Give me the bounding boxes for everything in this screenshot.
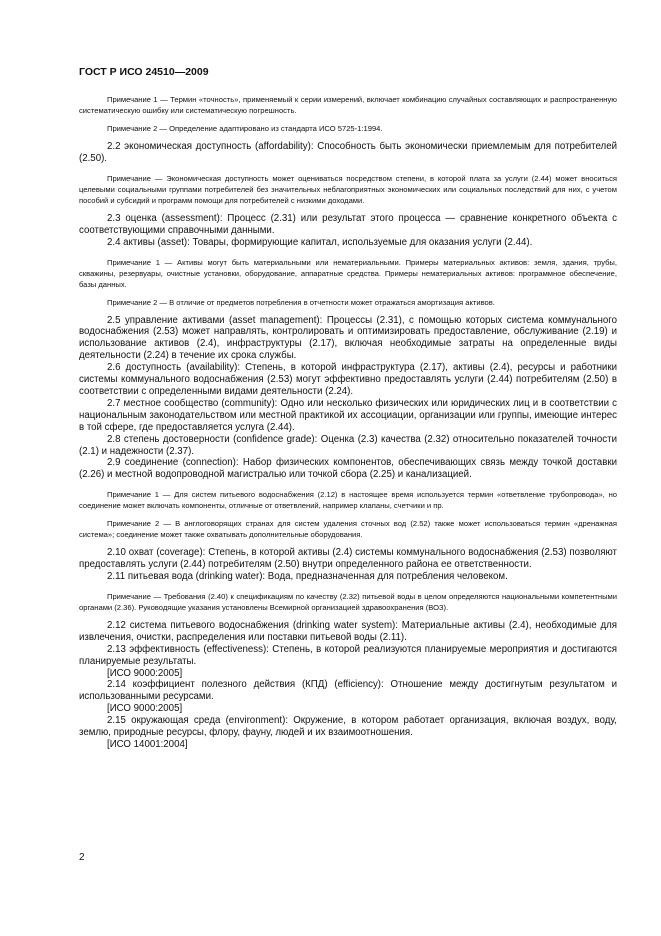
note: Примечание — Требования (2.40) к спецификациям по качеству (2.32) питьевой воды в целом определяются национальными компетентными органами (2.36). Руководящие указания установлены Всемирной организацией здравоохранения (ВОЗ).	[79, 591, 617, 612]
term-definition: 2.2 экономическая доступность (affordability): Способность быть экономически приемлемым для потребителей (2.50).	[79, 141, 617, 164]
note: Примечание 1 — Термин «точность», применяемый к серии измерений, включает комбинацию случайных составляющих и распространенную систематическую ошибку или систематическую погрешность.	[79, 95, 617, 115]
note: Примечание 1 — Активы могут быть материальными или нематериальными. Примеры материальных активов: земля, здания, трубы, скважины, резервуары, очистные установки, оборудование, аппаратные средства. Примеры нематериальных активов: программное обеспечение, базы данных.	[79, 257, 617, 289]
term-definition: 2.5 управление активами (asset management): Процессы (2.31), с помощью которых система коммунального водоснабжения (2.53) может направлять, контролировать и оптимизировать предоставление, обслуживание (2.19) и использование активов (2.4), инфраструктуры (2.17), включая необходимые затраты на определенные виды деятельности (2.24) в течение их срока службы.	[79, 314, 617, 362]
term-definition: 2.8 степень достоверности (confidence grade): Оценка (2.3) качества (2.32) относительно показателей точности (2.1) и надежности (2.37).	[79, 433, 617, 457]
term-definition: 2.3 оценка (assessment): Процесс (2.31) или результат этого процесса — сравнение конкретного объекта с соответствующими справочными данными.	[79, 212, 617, 236]
term-definition: 2.9 соединение (connection): Набор физических компонентов, обеспечивающих связь между точкой доставки (2.26) и местной водопроводной магистралью или точкой сбора (2.25) и канализацией.	[79, 457, 617, 481]
note: Примечание 2 — Определение адаптировано из стандарта ИСО 5725-1:1994.	[107, 124, 383, 133]
term-definition: 2.13 эффективность (effectiveness): Степень, в которой реализуются планируемые мероприятия и достигаются планируемые результаты.	[79, 643, 617, 667]
source-reference: [ИСО 9000:2005]	[107, 703, 183, 715]
note: Примечание 2 — В англоговорящих странах для систем удаления сточных вод (2.52) также может использоваться термин «дренажная система»; соединение может также охватывать дополнительные оборудования.	[79, 519, 617, 540]
page-number: 2	[79, 852, 85, 863]
term-definition: 2.6 доступность (availability): Степень, в которой инфраструктура (2.17), активы (2.4), ресурсы и работники системы коммунального водоснабжения (2.53) могут эффективно предоставлять услуги (2.44) потребителям (2.50) в соответствии с определенными видами деятельности (2.24).	[79, 362, 617, 397]
term-definition: 2.10 охват (coverage): Степень, в которой активы (2.4) системы коммунального водоснабжения (2.53) позволяют предоставлять услуги (2.44) потребителям (2.50) внутри определенного района ее ответственности.	[79, 547, 617, 571]
term-definition: 2.7 местное сообщество (community): Одно или несколько физических или юридических лиц и в соответствии с национальным законодательством или местной практикой их ассоциации, организации или группы, имеющие интерес в той сфере, где предоставляется услуга (2.44).	[79, 397, 617, 433]
term-definition: 2.14 коэффициент полезного действия (КПД) (efficiency): Отношение между достигнутым результатом и использованными ресурсами.	[79, 679, 617, 703]
term-definition: 2.15 окружающая среда (environment): Окружение, в котором работает организация, включая воздух, воду, землю, природные ресурсы, флору, фауну, людей и их взаимоотношения.	[79, 715, 617, 739]
source-reference: [ИСО 14001:2004]	[107, 739, 188, 750]
term-definition: 2.12 система питьевого водоснабжения (drinking water system): Материальные активы (2.4), необходимые для извлечения, очистки, распределения или поставки питьевой воды (2.11).	[79, 619, 617, 643]
term-definition: 2.11 питьевая вода (drinking water): Вода, предназначенная для потребления человеком.	[107, 571, 508, 583]
note: Примечание 2 — В отличие от предметов потребления в отчетности может отражаться амортизация активов.	[107, 297, 495, 307]
source-reference: [ИСО 9000:2005]	[107, 667, 183, 679]
document-body	[79, 94, 617, 751]
document-header: ГОСТ Р ИСО 24510—2009	[79, 66, 209, 78]
term-definition: 2.4 активы (asset): Товары, формирующие капитал, используемые для оказания услуги (2.44).	[107, 236, 533, 248]
note: Примечание 1 — Для систем питьевого водоснабжения (2.12) в настоящее время используется термин «ответвление трубопровода», но соединение может включать компоненты, отличные от ответвлений, например клапаны, счетчики и пр.	[79, 490, 617, 511]
note: Примечание — Экономическая доступность может оцениваться посредством степени, в которой плата за услуги (2.44) может вноситься целевыми социальными группами потребителей без значительных неблагоприятных экономических или социальных последствий для них, с учетом пособий и субсидий и программ помощи для потребителей с низкими доходами.	[79, 173, 617, 205]
